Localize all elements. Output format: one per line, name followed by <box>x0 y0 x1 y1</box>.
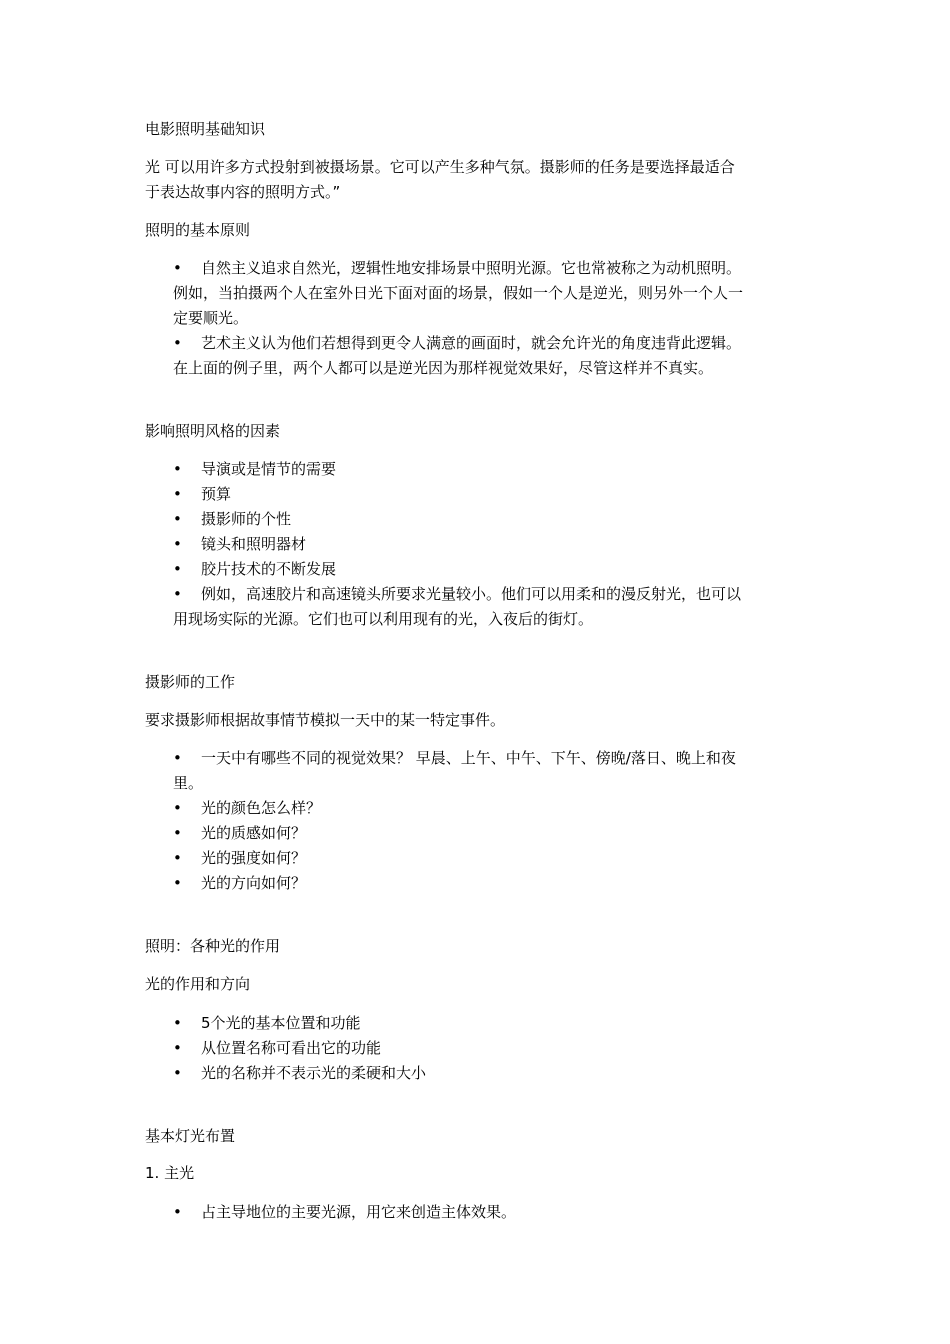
bullet-icon: • <box>173 1203 182 1221</box>
bullet-icon: • <box>173 460 182 478</box>
bullet-icon: • <box>173 1064 182 1082</box>
section-heading-setup: 基本灯光布置 <box>145 1127 236 1145</box>
list-item: • 胶片技术的不断发展 <box>173 557 813 582</box>
bullet-icon: • <box>173 874 182 892</box>
intro-line-1: 光 可以用许多方式投射到被摄场景。它可以产生多种气氛。摄影师的任务是要选择最适合 <box>145 158 735 176</box>
bullet-icon: • <box>173 334 182 352</box>
list-item: • 摄影师的个性 <box>173 507 813 532</box>
list-item: • 光的质感如何？ <box>173 821 813 846</box>
list-item: • 一天中有哪些不同的视觉效果？ 早晨、上午、中午、下午、傍晚/落日、晚上和夜 里。 <box>173 746 813 796</box>
list-item: • 镜头和照明器材 <box>173 532 813 557</box>
numbered-item-key-light: 1. 主光 <box>145 1164 195 1182</box>
list-item: • 光的颜色怎么样？ <box>173 796 813 821</box>
list-item: • 艺术主义认为他们若想得到更令人满意的画面时，就会允许光的角度违背此逻辑。 在上面的例子里，两个人都可以是逆光因为那样视觉效果好，尽管这样并不真实。 <box>173 331 813 381</box>
intro-line-2: 于表达故事内容的照明方式。” <box>145 183 341 201</box>
list-item: • 5个光的基本位置和功能 <box>173 1011 813 1036</box>
section-heading-lighting: 照明：各种光的作用 <box>145 937 281 955</box>
bullet-icon: • <box>173 510 182 528</box>
list-item: • 导演或是情节的需要 <box>173 457 813 482</box>
doc-title: 电影照明基础知识 <box>145 120 266 138</box>
section-heading-work: 摄影师的工作 <box>145 673 236 691</box>
list-item: • 光的强度如何？ <box>173 846 813 871</box>
list-item: • 预算 <box>173 482 813 507</box>
list-item: • 自然主义追求自然光，逻辑性地安排场景中照明光源。它也常被称之为动机照明。 例如，当拍摄两个人在室外日光下面对面的场景，假如一个人是逆光，则另外一个人一 定要顺光。 <box>173 256 813 331</box>
list-item: • 从位置名称可看出它的功能 <box>173 1036 813 1061</box>
section-heading-principles: 照明的基本原则 <box>145 221 251 239</box>
section-paragraph: 要求摄影师根据故事情节模拟一天中的某一特定事件。 <box>145 711 506 729</box>
bullet-icon: • <box>173 560 182 578</box>
list-item: • 占主导地位的主要光源，用它来创造主体效果。 <box>173 1200 813 1225</box>
bullet-icon: • <box>173 824 182 842</box>
bullet-icon: • <box>173 535 182 553</box>
bullet-icon: • <box>173 749 182 767</box>
bullet-icon: • <box>173 585 182 603</box>
bullet-icon: • <box>173 1014 182 1032</box>
list-item: • 光的方向如何？ <box>173 871 813 896</box>
bullet-icon: • <box>173 485 182 503</box>
bullet-icon: • <box>173 259 182 277</box>
section-heading-factors: 影响照明风格的因素 <box>145 422 281 440</box>
bullet-icon: • <box>173 849 182 867</box>
bullet-icon: • <box>173 799 182 817</box>
bullet-icon: • <box>173 1039 182 1057</box>
list-item: • 光的名称并不表示光的柔硬和大小 <box>173 1061 813 1086</box>
list-item: • 例如，高速胶片和高速镜头所要求光量较小。他们可以用柔和的漫反射光，也可以 用现场实际的光源。它们也可以利用现有的光，入夜后的街灯。 <box>173 582 813 632</box>
section-subheading: 光的作用和方向 <box>145 975 251 993</box>
